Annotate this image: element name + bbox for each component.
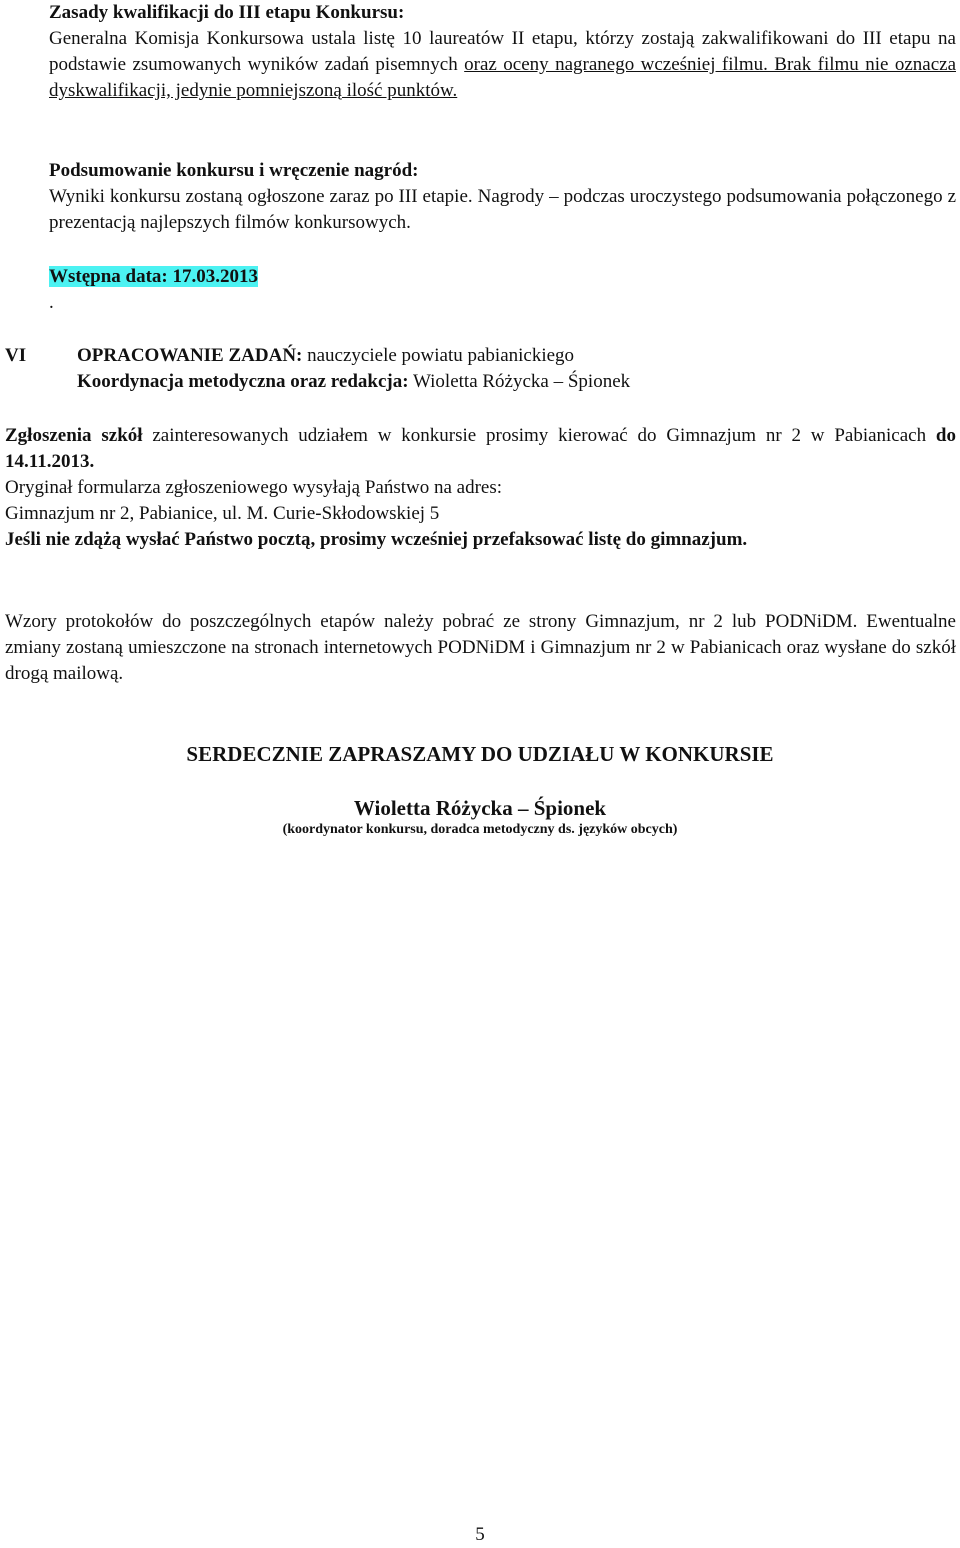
applications-section	[5, 423, 956, 553]
signature-role: (koordynator konkursu, doradca metodyczny ds. języków obcych)	[282, 822, 678, 837]
preliminary-date: Wstępna data: 17.03.2013	[49, 266, 259, 287]
fax-note: Jeśli nie zdążą wysłać Państwo pocztą, prosimy wcześniej przefaksować listę do gimnazjum.	[5, 529, 748, 550]
original-form-text: Oryginał formularza zgłoszeniowego wysyłają Państwo na adres:	[5, 477, 503, 498]
qualification-heading: Zasady kwalifikacji do III etapu Konkursu:	[49, 2, 405, 23]
protocols-section	[5, 609, 956, 687]
summary-text: Wyniki konkursu zostaną ogłoszone zaraz po III etapie. Nagrody – podczas uroczystego podsumowania połączonego z prezentacją najlepszych filmów konkursowych.	[49, 186, 956, 233]
page-number: 5	[475, 1524, 485, 1545]
stray-dot: .	[49, 292, 54, 313]
tasks-label: OPRACOWANIE ZADAŃ:	[77, 345, 303, 366]
invitation: SERDECZNIE ZAPRASZAMY DO UDZIAŁU W KONKURSIE	[186, 742, 774, 766]
section-vi-number: VI	[5, 345, 27, 366]
coordination-label: Koordynacja metodyczna oraz redakcja:	[77, 371, 409, 392]
summary-heading: Podsumowanie konkursu i wręczenie nagród:	[49, 160, 419, 181]
tasks-text: nauczyciele powiatu pabianickiego	[302, 345, 575, 366]
protocols-text: Wzory protokołów do poszczególnych etapów należy pobrać ze strony Gimnazjum, nr 2 lub PODNiDM. Ewentualne zmiany zostaną umieszczone na stronach internetowych PODNiDM i Gimnazjum nr 2 w Pabianicach oraz wysłane do szkół drogą mailową.	[5, 611, 956, 684]
summary-section	[49, 158, 956, 236]
applications-label: Zgłoszenia szkół	[5, 425, 143, 446]
applications-deadline: do 14.11.2013.	[5, 425, 956, 472]
signature-name: Wioletta Różycka – Śpionek	[353, 796, 607, 820]
preliminary-date-wrap	[49, 264, 449, 290]
qualification-section	[49, 0, 956, 104]
applications-text: zainteresowanych udziałem w konkursie prosimy kierować do Gimnazjum nr 2 w Pabianicach	[142, 425, 936, 446]
qualification-text-underlined: oraz oceny nagranego wcześniej filmu. Brak filmu nie oznacza dyskwalifikacji, jedynie pomniejszoną ilość punktów.	[49, 54, 956, 101]
qualification-text: Generalna Komisja Konkursowa ustala listę 10 laureatów II etapu, którzy zostają zakwalifikowani do III etapu na podstawie zsumowanych wyników zadań pisemnych	[49, 28, 956, 75]
coordination-text: Wioletta Różycka – Śpionek	[408, 371, 631, 392]
school-address: Gimnazjum nr 2, Pabianice, ul. M. Curie-Skłodowskiej 5	[5, 503, 440, 524]
section-vi	[77, 343, 957, 395]
